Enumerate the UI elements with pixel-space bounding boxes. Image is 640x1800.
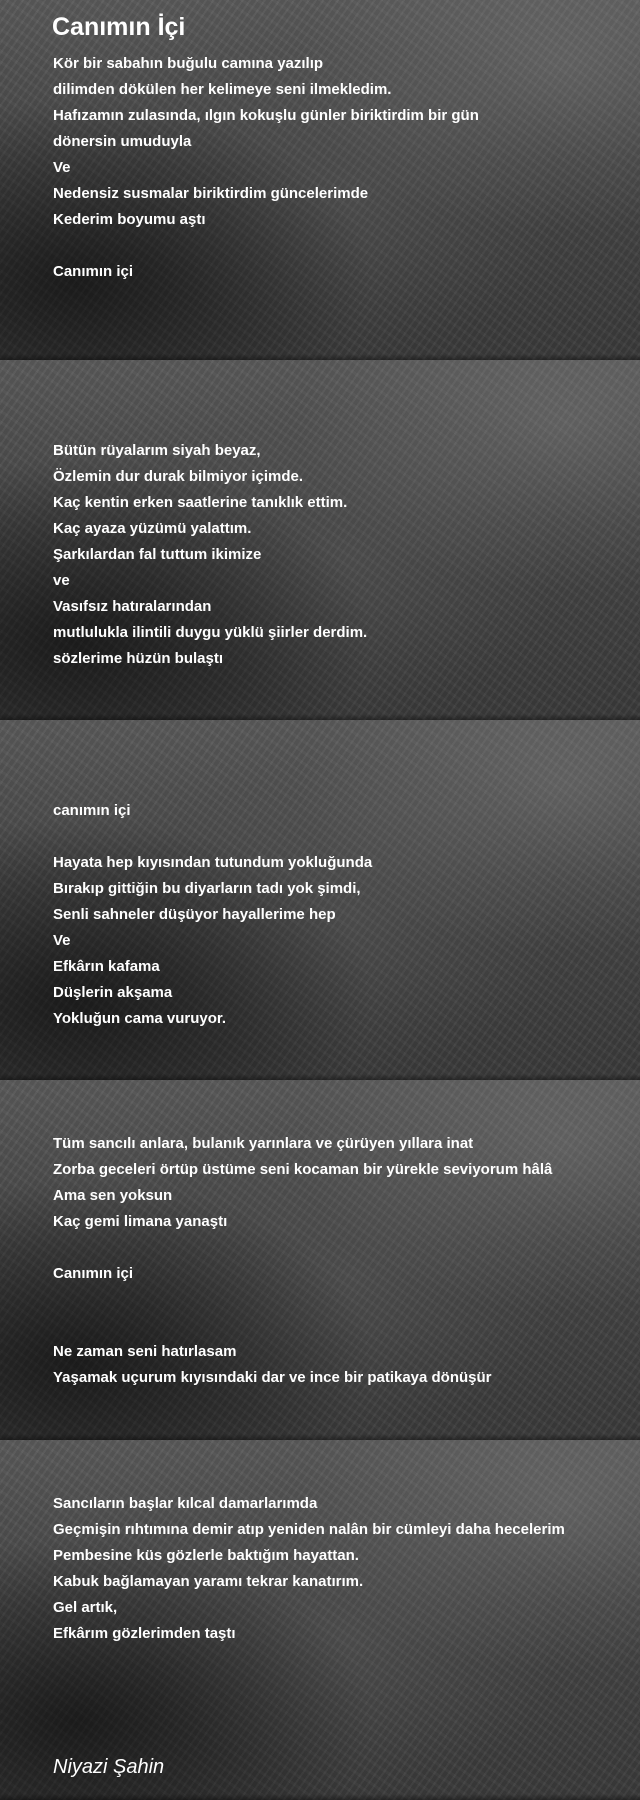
poem-line: Kederim boyumu aştı bbox=[53, 211, 206, 228]
poem-line: Canımın içi bbox=[53, 1265, 134, 1282]
poem-line: Şarkılardan fal tuttum ikimize bbox=[53, 546, 262, 563]
poem-line: Nedensiz susmalar biriktirdim güncelerimde bbox=[53, 185, 369, 202]
poem-line bbox=[53, 1235, 552, 1261]
poem-line: canımın içi bbox=[53, 802, 131, 819]
poem-line: Tüm sancılı anlara, bulanık yarınlara ve çürüyen yıllara inat bbox=[53, 1135, 474, 1152]
poem-line: Yokluğun cama vuruyor. bbox=[53, 1010, 227, 1027]
poem-line: Pembesine küs gözlerle baktığım hayattan. bbox=[53, 1547, 359, 1564]
poem-line: Kaç gemi limana yanaştı bbox=[53, 1213, 228, 1230]
poem-line: Ama sen yoksun bbox=[53, 1187, 173, 1204]
poem-line: Ve bbox=[53, 932, 71, 949]
poem-line: Efkârım gözlerimden taştı bbox=[53, 1625, 236, 1642]
poem-line: Kabuk bağlamayan yaramı tekrar kanatırım. bbox=[53, 1573, 364, 1590]
poem-line: Sancıların başlar kılcal damarlarımda bbox=[53, 1495, 318, 1512]
poem-line: Vasıfsız hatıralarından bbox=[53, 598, 212, 615]
poem-line: Kaç ayaza yüzümü yalattım. bbox=[53, 520, 252, 537]
stanza-5 bbox=[53, 1491, 565, 1647]
poem-panel-3 bbox=[0, 720, 640, 1080]
poem-line: Bütün rüyalarım siyah beyaz, bbox=[53, 442, 261, 459]
poem-line: dönersin umuduyla bbox=[53, 133, 192, 150]
poem-line: Düşlerin akşama bbox=[53, 984, 173, 1001]
poem-line: Bırakıp gittiğin bu diyarların tadı yok şimdi, bbox=[53, 880, 361, 897]
poem-line: Geçmişin rıhtımına demir atıp yeniden nalân bir cümleyi daha hecelerim bbox=[53, 1521, 565, 1538]
poem-line: mutlulukla ilintili duygu yüklü şiirler derdim. bbox=[53, 624, 368, 641]
poem-line: Ve bbox=[53, 159, 71, 176]
poem-line: ve bbox=[53, 572, 70, 589]
poem-line: sözlerime hüzün bulaştı bbox=[53, 650, 224, 667]
poem-line: Canımın içi bbox=[53, 263, 134, 280]
poem-line: Kaç kentin erken saatlerine tanıklık ettim. bbox=[53, 494, 348, 511]
poem-line: Yaşamak uçurum kıyısındaki dar ve ince bir patikaya dönüşür bbox=[53, 1369, 492, 1386]
poem-line: Hafızamın zulasında, ılgın kokuşlu günler biriktirdim bir gün bbox=[53, 107, 479, 124]
poem-line bbox=[53, 1287, 552, 1313]
poem-line: Senli sahneler düşüyor hayallerime hep bbox=[53, 906, 336, 923]
poem-line bbox=[53, 824, 372, 850]
poem-line bbox=[53, 233, 479, 259]
stanza-2 bbox=[53, 438, 367, 672]
poem-line: Özlemin dur durak bilmiyor içimde. bbox=[53, 468, 304, 485]
stanza-1 bbox=[53, 51, 479, 285]
stanza-3 bbox=[53, 798, 372, 1032]
poem-author: Niyazi Şahin bbox=[53, 1756, 165, 1778]
poem-line: Kör bir sabahın buğulu camına yazılıp bbox=[53, 55, 324, 72]
poem-line bbox=[53, 1313, 552, 1339]
poem-title: Canımın İçi bbox=[52, 13, 186, 41]
poem-panel-1 bbox=[0, 0, 640, 360]
poem-line: Hayata hep kıyısından tutundum yokluğunda bbox=[53, 854, 373, 871]
poem-line: Ne zaman seni hatırlasam bbox=[53, 1343, 237, 1360]
poem-line: Zorba geceleri örtüp üstüme seni kocaman bir yürekle seviyorum hâlâ bbox=[53, 1161, 553, 1178]
poem-line: Gel artık, bbox=[53, 1599, 118, 1616]
poem-panel-4 bbox=[0, 1080, 640, 1440]
stanza-4 bbox=[53, 1131, 552, 1391]
poem-panel-2 bbox=[0, 360, 640, 720]
poem-line: dilimden dökülen her kelimeye seni ilmekledim. bbox=[53, 81, 392, 98]
poem-line: Efkârın kafama bbox=[53, 958, 160, 975]
poem-panel-5 bbox=[0, 1440, 640, 1800]
